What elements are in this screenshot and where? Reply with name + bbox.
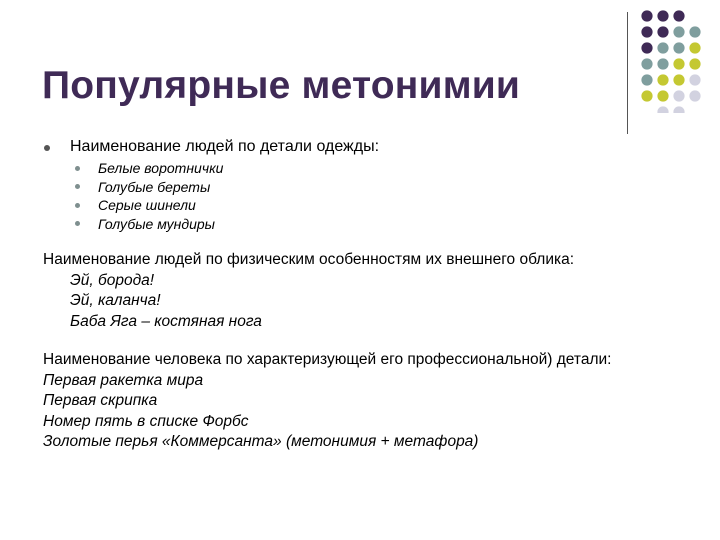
example-line: Номер пять в списке Форбс [43, 412, 249, 430]
example-line: Эй, борода! [70, 271, 155, 289]
section1-heading: Наименование людей по детали одежды: [70, 138, 380, 155]
dot-olive [641, 90, 652, 101]
dot-teal [657, 42, 668, 53]
dot-olive [657, 90, 668, 101]
physical-features-block [43, 250, 574, 332]
professional-detail-block [43, 350, 611, 453]
dot-teal [641, 58, 652, 69]
dot-row-1 [641, 10, 684, 21]
dot-lavender [657, 106, 668, 113]
dot-teal [673, 42, 684, 53]
bullet-dot-icon [75, 221, 80, 226]
dot-lavender [673, 90, 684, 101]
list-item-text: Серые шинели [98, 197, 196, 213]
dot-purple [657, 26, 668, 37]
decorative-dot-grid [639, 9, 703, 113]
example-line: Первая скрипка [43, 392, 158, 409]
dot-row-3 [641, 42, 700, 53]
list-item [75, 159, 223, 178]
list-item-text: Белые воротнички [98, 160, 224, 176]
dot-purple [641, 10, 652, 21]
dot-purple [641, 42, 652, 53]
dot-teal [673, 26, 684, 37]
list-item [75, 178, 223, 197]
dot-purple [657, 10, 668, 21]
bullet-dot-icon [75, 203, 80, 208]
dot-olive [673, 58, 684, 69]
decorative-vertical-line [627, 12, 628, 134]
list-item-text: Голубые береты [98, 178, 211, 195]
dot-teal [657, 58, 668, 69]
slide-title: Популярные метонимии [42, 64, 521, 107]
example-line: Золотые перья «Коммерсанта» (метонимия + метафора) [43, 433, 479, 450]
example-line: Баба Яга – костяная нога [70, 312, 262, 330]
list-item-text: Голубые мундиры [98, 215, 215, 232]
section2-heading: Наименование людей по физическим особенностям их внешнего облика: [43, 251, 575, 268]
dot-purple [673, 10, 684, 21]
bullet-dot-icon [75, 166, 80, 171]
dot-lavender [689, 90, 700, 101]
bullet-dot-icon [75, 184, 80, 189]
dot-lavender [689, 74, 700, 85]
dot-row-2 [641, 26, 700, 37]
list-item [75, 196, 223, 215]
dot-olive [673, 74, 684, 85]
dot-row-6 [641, 90, 700, 101]
list-item [75, 215, 223, 234]
section3-heading: Наименование человека по характеризующей его профессиональной) детали: [43, 351, 612, 368]
dot-olive [657, 74, 668, 85]
dot-row-5 [641, 74, 700, 85]
clothing-detail-list [75, 159, 223, 233]
example-line: Первая ракетка мира [43, 371, 204, 389]
dot-lavender [673, 106, 684, 113]
dot-teal [641, 74, 652, 85]
dot-row-4 [641, 58, 700, 69]
bullet-dot-icon [44, 145, 50, 151]
dot-olive [689, 58, 700, 69]
dot-row-7 [657, 106, 684, 113]
dot-purple [641, 26, 652, 37]
dot-olive [689, 42, 700, 53]
example-line: Эй, каланча! [70, 292, 161, 309]
dot-teal [689, 26, 700, 37]
